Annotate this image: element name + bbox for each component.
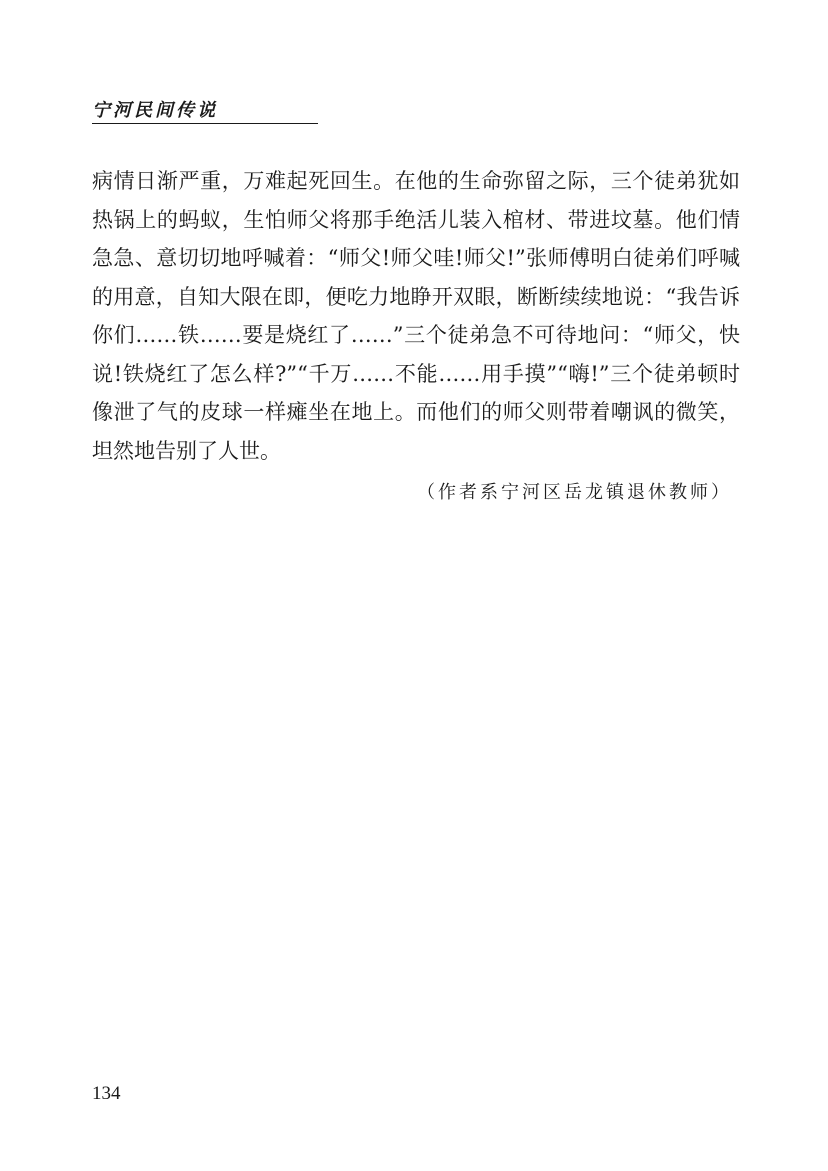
body-paragraph: 病情日渐严重，万难起死回生。在他的生命弥留之际，三个徒弟犹如热锅上的蚂蚁，生怕师父将那手绝活儿装入棺材、带进坟墓。他们情急急、意切切地呼喊着：“师父!师父哇!师父!”张师傅明白徒弟们呼喊的用意，自知大限在即，便吃力地睁开双眼，断断续续地说：“我告诉你们……铁……要是烧红了……”三个徒弟急不可待地问：“师父，快说!铁烧红了怎么样?”“千万……不能……用手摸”“嗨!”三个徒弟顿时像泄了气的皮球一样瘫坐在地上。而他们的师父则带着嘲讽的微笑，坦然地告别了人世。 [92,169,740,463]
running-header [92,100,318,124]
running-title: 宁河民间传说 [92,100,218,121]
author-note: （作者系宁河区岳龙镇退休教师） [417,482,732,503]
page-number: 134 [92,1083,121,1104]
